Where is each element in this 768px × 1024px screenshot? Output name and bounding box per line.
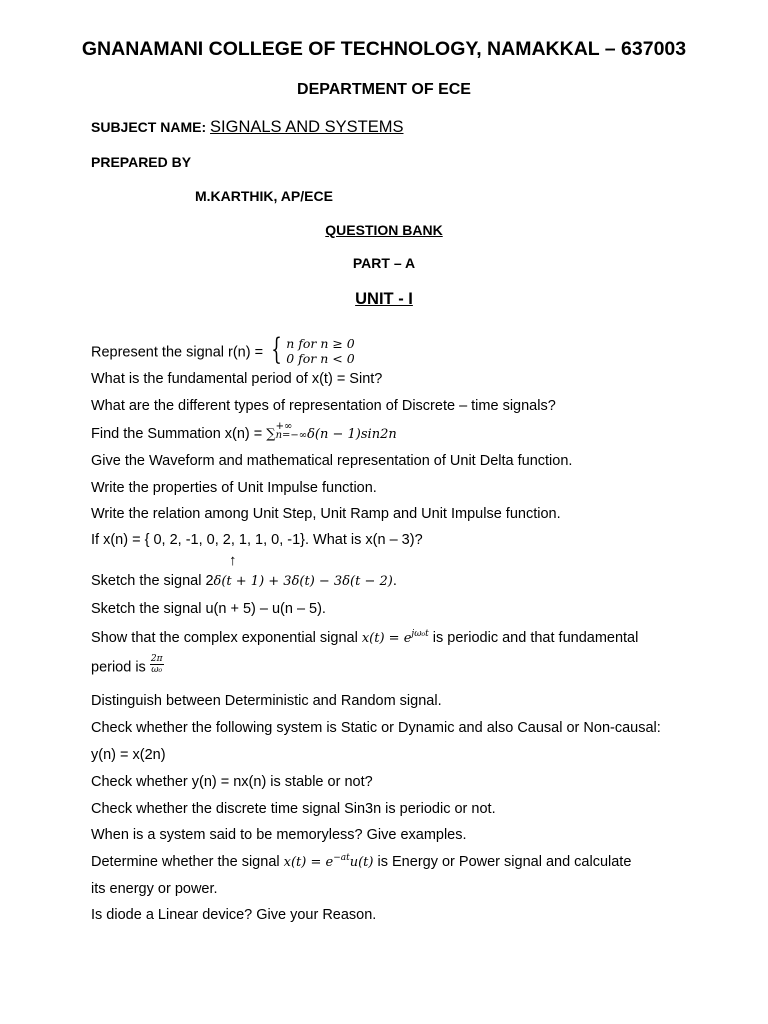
question-bank-title: QUESTION BANK (325, 222, 443, 238)
exponent: −at (333, 853, 350, 863)
continuation-text: period is (91, 659, 150, 676)
question-17-text: Determine whether the signal (91, 853, 284, 870)
question-text: Write the properties of Unit Impulse function. (91, 480, 377, 496)
question-17-end: is Energy or Power signal and calculate (373, 853, 632, 870)
fraction-denominator: ω₀ (151, 665, 163, 675)
question-text: What are the different types of representation of Discrete – time signals? (91, 398, 556, 414)
subject-label: SUBJECT NAME: (91, 119, 207, 135)
origin-arrow-icon: ↑ (229, 552, 237, 569)
question-text: Check whether the discrete time signal Sin3n is periodic or not. (91, 801, 496, 817)
impulse-expression: δ(t + 1) + 3δ(t) − 3δ(t − 2) (213, 574, 393, 589)
subject-line (91, 118, 404, 137)
exponential-expression: x(t) = e (361, 630, 412, 646)
author-name: M.KARTHIK, AP/ECE (195, 188, 333, 204)
question-4-text: Find the Summation x(n) = (91, 425, 267, 442)
exponential-expression: x(t) = e (283, 854, 334, 870)
question-text: When is a system said to be memoryless? Give examples. (91, 827, 467, 843)
unit-step-expression: u(t) (349, 854, 374, 870)
question-9-end: . (392, 573, 397, 589)
question-text: Sketch the signal u(n + 5) – u(n – 5). (91, 601, 326, 617)
question-13-continuation: y(n) = x(2n) (91, 747, 166, 763)
brace-symbol: { (271, 332, 282, 367)
question-11-text: Show that the complex exponential signal (91, 629, 362, 646)
piecewise-definition (286, 336, 355, 366)
summation-expression: δ(n − 1)sin2n (307, 426, 397, 442)
fraction-numerator: 2π (150, 654, 163, 664)
case-2: 0 for n < 0 (286, 350, 355, 366)
question-text: What is the fundamental period of x(t) = Sint? (91, 371, 383, 387)
question-text (91, 332, 355, 370)
question-9-text: Sketch the signal 2 (91, 573, 214, 589)
subject-name: SIGNALS AND SYSTEMS (210, 118, 404, 136)
department-title: DEPARTMENT OF ECE (297, 81, 471, 98)
summation-limits (276, 422, 308, 440)
question-text: If x(n) = { 0, 2, -1, 0, 2, 1, 1, 0, -1}. What is x(n – 3)? (91, 532, 423, 548)
question-text: Distinguish between Deterministic and Random signal. (91, 693, 442, 709)
question-17-continuation: its energy or power. (91, 881, 218, 897)
question-text (91, 421, 397, 443)
question-text (91, 629, 638, 646)
sum-lower: n=−∞ (275, 430, 308, 441)
question-text: Is diode a Linear device? Give your Reason. (91, 907, 377, 923)
sum-upper: +∞ (275, 421, 293, 432)
case-1: n for n ≥ 0 (286, 335, 355, 351)
question-text: Check whether the following system is Static or Dynamic and also Causal or Non-causal: (91, 720, 661, 736)
question-text (91, 573, 397, 589)
question-text (91, 853, 631, 870)
question-11-end: is periodic and that fundamental (428, 629, 639, 646)
question-text: Check whether y(n) = nx(n) is stable or not? (91, 774, 373, 790)
prepared-by-label: PREPARED BY (91, 154, 192, 170)
unit-title: UNIT - I (355, 290, 413, 308)
period-fraction (150, 654, 164, 675)
question-text: Write the relation among Unit Step, Unit Ramp and Unit Impulse function. (91, 506, 561, 522)
question-1-text: Represent the signal r(n) = (91, 344, 268, 361)
question-text: Give the Waveform and mathematical representation of Unit Delta function. (91, 453, 573, 469)
college-title: GNANAMANI COLLEGE OF TECHNOLOGY, NAMAKKAL – 637003 (81, 38, 687, 60)
summation-symbol: ∑ (266, 426, 276, 442)
exponent: jω₀t (411, 629, 429, 639)
question-11-continuation (91, 654, 164, 678)
part-title: PART – A (352, 255, 416, 271)
